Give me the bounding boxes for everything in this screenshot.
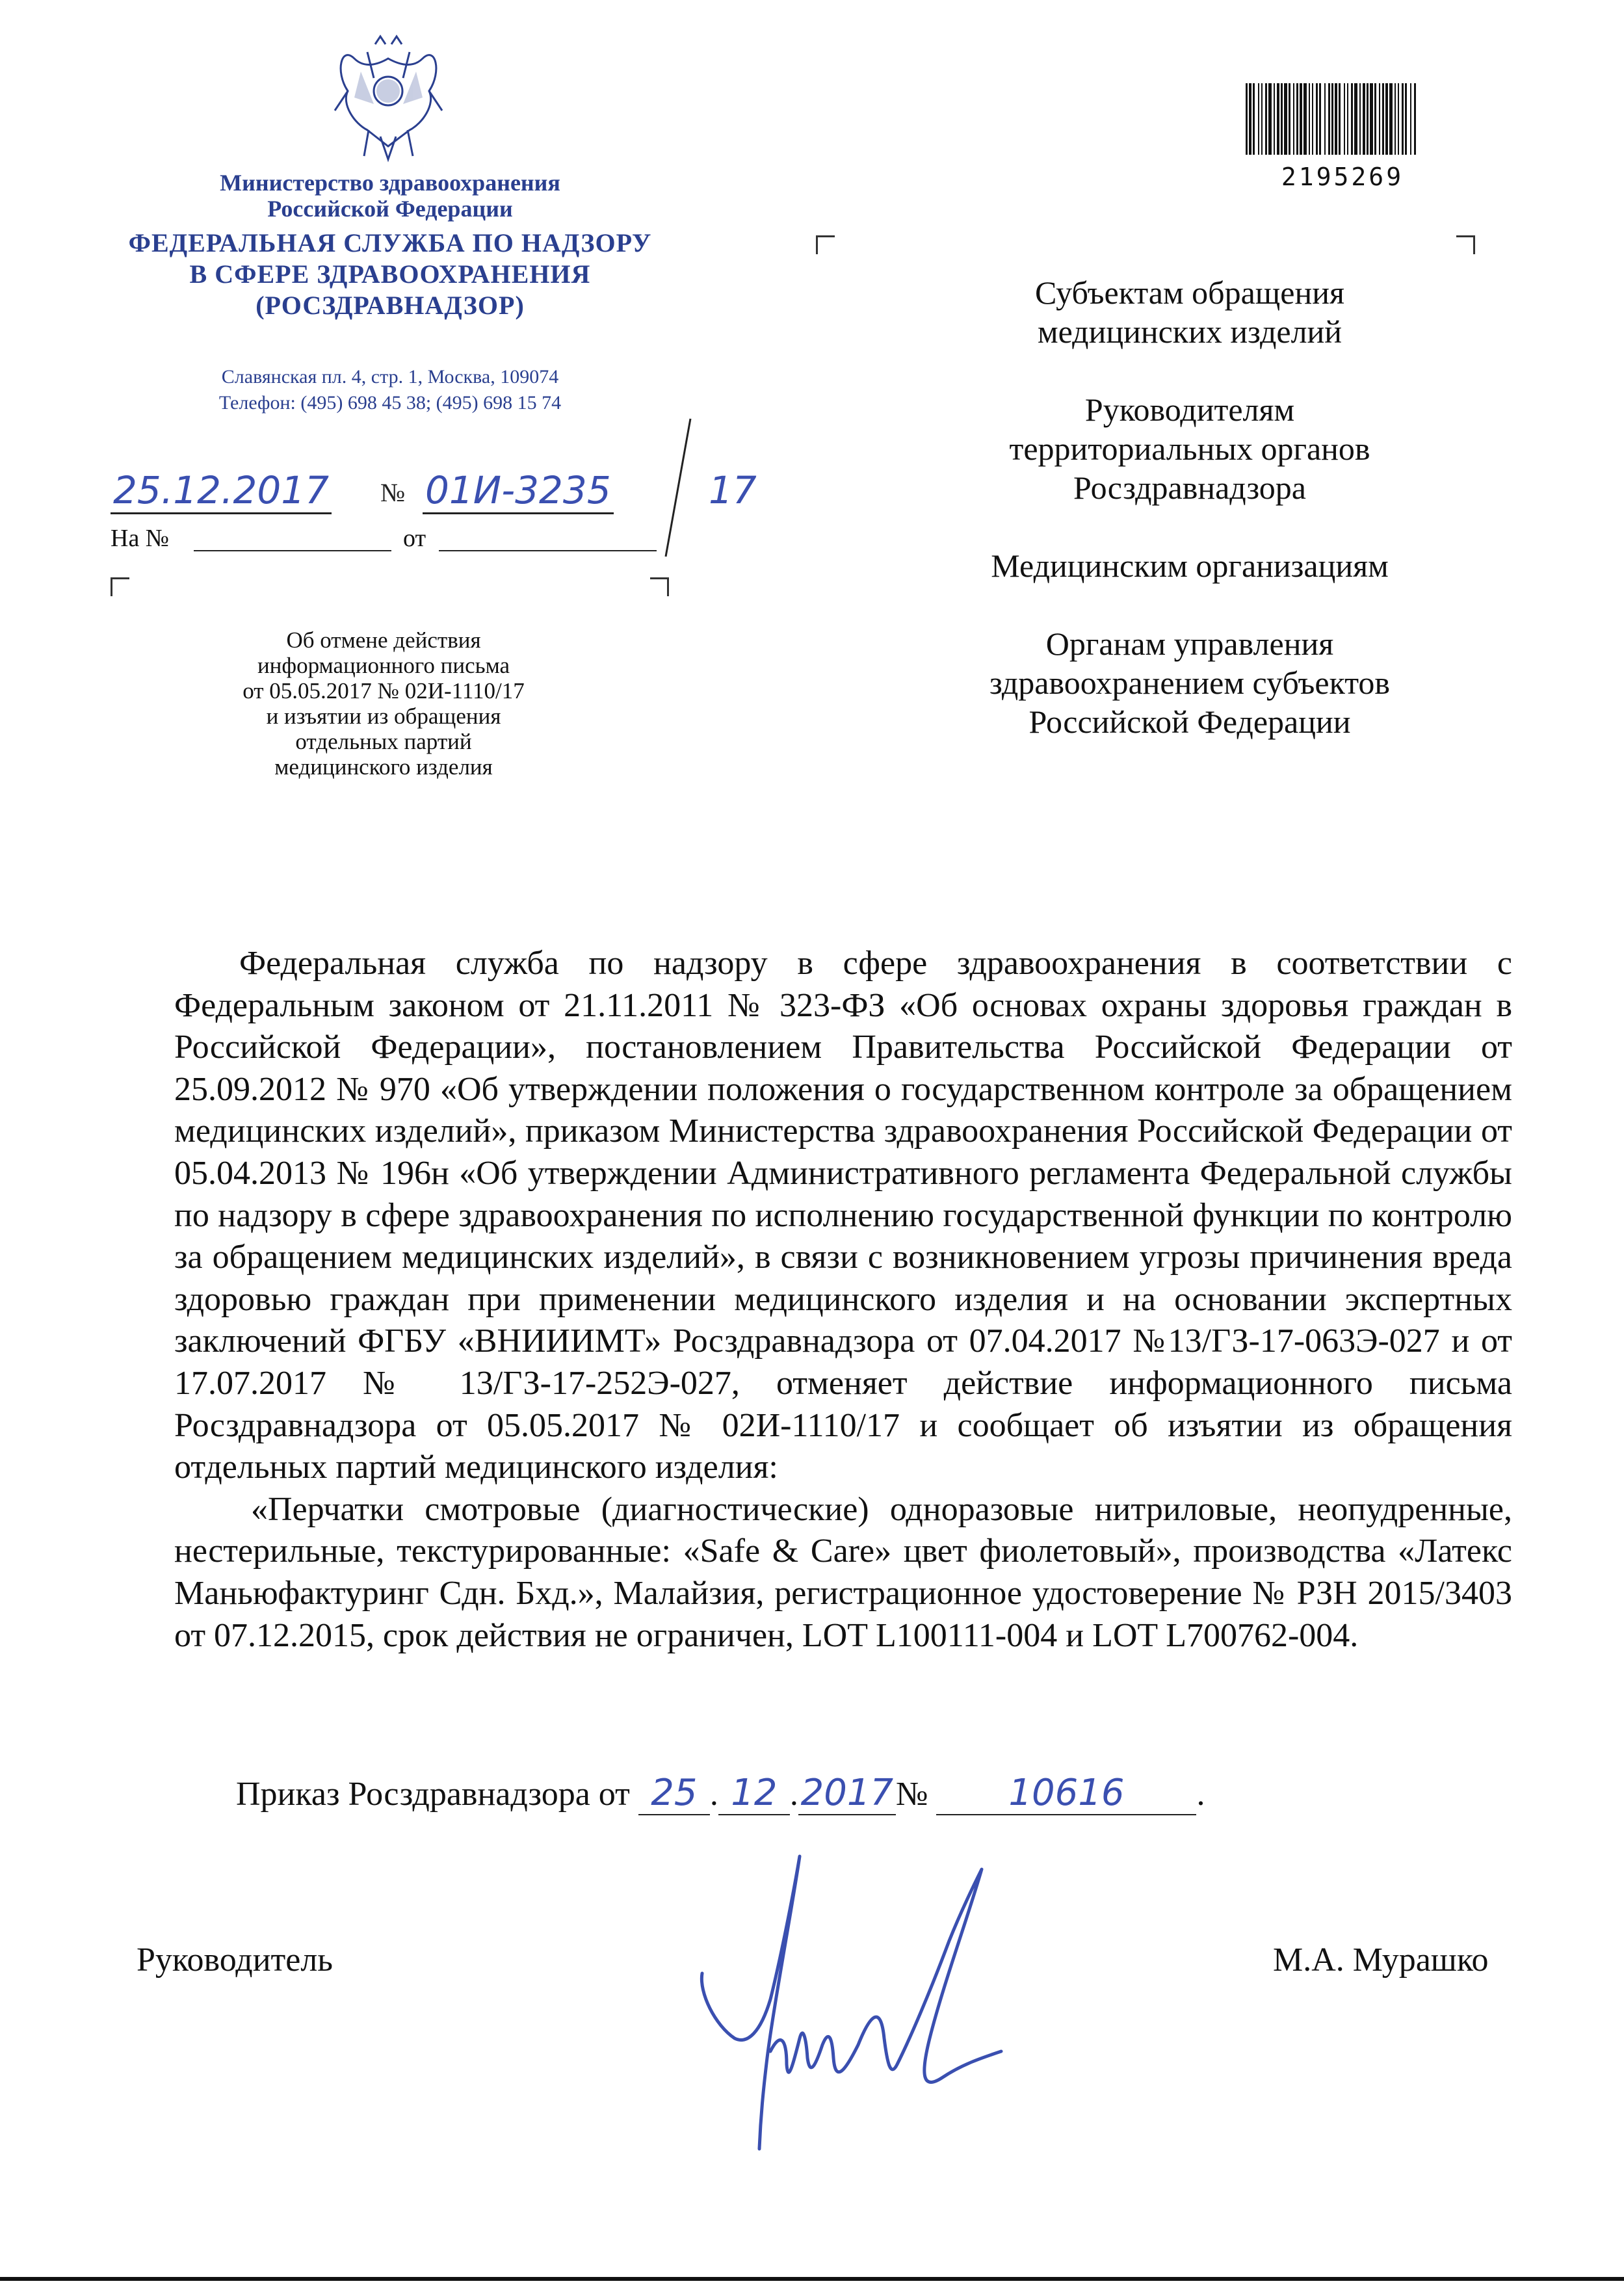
registration-suffix: 17 xyxy=(709,468,757,512)
recipient-line: медицинских изделий xyxy=(1037,313,1342,350)
recipient-line: Субъектам обращения xyxy=(1035,274,1344,311)
recipient-line: Руководителям xyxy=(1084,391,1295,428)
barcode-bar xyxy=(1312,83,1313,155)
order-year: 2017 xyxy=(798,1772,896,1815)
barcode-bar xyxy=(1335,83,1337,155)
reference-number-line xyxy=(194,550,391,551)
barcode-bar xyxy=(1339,83,1341,155)
barcode-bar xyxy=(1324,83,1326,155)
order-label: Приказ Росздравнадзора от xyxy=(236,1776,630,1813)
recipient-line: территориальных органов xyxy=(1009,430,1370,467)
reference-row xyxy=(111,524,683,557)
barcode-bar xyxy=(1410,83,1411,155)
barcode-bar xyxy=(1328,83,1330,155)
letter-body xyxy=(174,943,1512,1657)
service-name-line-2: В СФЕРЕ ЗДРАВООХРАНЕНИЯ xyxy=(189,259,591,289)
body-paragraph-1: Федеральная служба по надзору в сфере здравоохранения в соответствии с Федеральным законом от 21.11.2011 № 323-ФЗ «Об основах охраны здоровья граждан в Российской Федерации», постановлением Правительства Российской Федерации от 25.09.2012 № 970 «Об утверждении положения о государственном контроле за обращением медицинских изделий», приказом Министерства здравоохранения Российской Федерации от 05.04.2013 № 196н «Об утверждении Административного регламента Федеральной службы по надзору в сфере здравоохранения по исполнению государственной функции по контролю за обращением медицинских изделий», в связи с возникновением угрозы причинения вреда здоровью граждан при применении медицинского изделия и на основании экспертных заключений ФГБУ «ВНИИИМТ» Росздравнадзора от 07.04.2017 №13/ГЗ-17-063Э-027 и от 17.07.2017 № 13/ГЗ-17-252Э-027, отменяет действие информационного письма Росздравнадзора от 05.05.2017 № 02И-1110/17 и сообщает об изъятии из обращения отдельных партий медицинского изделия: xyxy=(174,945,1512,1486)
barcode-bar xyxy=(1382,83,1384,155)
subject-bracket-top-right xyxy=(650,577,669,596)
barcode-bar xyxy=(1293,83,1294,155)
barcode-bar xyxy=(1354,83,1357,155)
subject-line: от 05.05.2017 № 02И-1110/17 xyxy=(242,678,525,703)
barcode-bar xyxy=(1246,83,1248,155)
service-name-line-3: (РОСЗДРАВНАДЗОР) xyxy=(255,291,525,320)
barcode-bar xyxy=(1300,83,1302,155)
barcode-bar xyxy=(1258,83,1259,155)
order-month: 12 xyxy=(718,1772,790,1815)
barcode-bar xyxy=(1253,83,1255,155)
order-number-sign: № xyxy=(895,1776,928,1813)
barcode xyxy=(1242,83,1443,155)
recipient-group xyxy=(897,390,1482,507)
barcode-bar xyxy=(1359,83,1361,155)
barcode-bar xyxy=(1405,83,1407,155)
address: Славянская пл. 4, стр. 1, Москва, 109074 xyxy=(221,366,559,388)
ministry-name-line-2: Российской Федерации xyxy=(267,196,513,222)
barcode-bar xyxy=(1281,83,1283,155)
recipient-group xyxy=(897,546,1482,585)
barcode-bar xyxy=(1385,83,1388,155)
barcode-bar xyxy=(1303,83,1307,155)
barcode-bar xyxy=(1261,83,1263,155)
barcode-bar xyxy=(1309,83,1310,155)
subject-line: и изъятии из обращения xyxy=(266,703,501,729)
subject-line: Об отмене действия xyxy=(286,627,481,653)
subject-bracket-top-left xyxy=(111,577,129,596)
phone: Телефон: (495) 698 45 38; (495) 698 15 74 xyxy=(218,392,562,414)
order-day: 25 xyxy=(638,1772,710,1815)
subject-line: отдельных партий xyxy=(295,729,472,754)
barcode-bar xyxy=(1370,83,1373,155)
barcode-bar xyxy=(1351,83,1353,155)
signatory-position: Руководитель xyxy=(137,1941,333,1979)
order-end: . xyxy=(1196,1776,1205,1813)
barcode-bar xyxy=(1402,83,1404,155)
registration-number: 01И-3235 xyxy=(423,468,614,514)
barcode-bar xyxy=(1277,83,1279,155)
recipients xyxy=(897,273,1482,780)
barcode-bar xyxy=(1319,83,1321,155)
recipient-group xyxy=(897,273,1482,351)
recipient-line: Российской Федерации xyxy=(1028,703,1351,740)
barcode-bar xyxy=(1268,83,1272,155)
reference-date-line xyxy=(439,550,657,551)
reference-label: На № xyxy=(111,525,170,552)
barcode-bar xyxy=(1289,83,1290,155)
subject-line: медицинского изделия xyxy=(274,754,493,780)
signatory-name: М.А. Мурашко xyxy=(1273,1941,1489,1979)
recipient-bracket-top-left xyxy=(816,235,835,254)
barcode-bar xyxy=(1265,83,1267,155)
body-paragraph-2: «Перчатки смотровые (диагностические) одноразовые нитриловые, неопудренные, нестерильные, текстурированные: «Safe & Care» цвет фиолетовый», производства «Латекс Маньюфактуринг Сдн. Бхд.», Малайзия, регистрационное удостоверение № РЗН 2015/3403 от 07.12.2015, срок действия не ограничен, LOT L100111-004 и LOT L700762-004. xyxy=(174,1490,1512,1654)
ministry-name-line-1: Министерство здравоохранения xyxy=(220,170,560,196)
recipient-group xyxy=(897,624,1482,741)
recipient-line: Органам управления xyxy=(1045,625,1334,662)
registration-number-sign: № xyxy=(380,478,406,507)
barcode-number: 2195269 xyxy=(1281,163,1404,191)
service-name-line-1: ФЕДЕРАЛЬНАЯ СЛУЖБА ПО НАДЗОРУ xyxy=(128,228,652,257)
barcode-bar xyxy=(1395,83,1396,155)
barcode-bar xyxy=(1331,83,1333,155)
order-line: Приказ Росздравнадзора от 25 . 12 .2017№ 10616 . xyxy=(236,1772,1205,1814)
barcode-bar xyxy=(1379,83,1380,155)
recipient-line: здравоохранением субъектов xyxy=(989,664,1391,701)
barcode-bar xyxy=(1374,83,1376,155)
barcode-bar xyxy=(1363,83,1365,155)
barcode-bar xyxy=(1389,83,1393,155)
order-number: 10616 xyxy=(936,1772,1196,1815)
barcode-bar xyxy=(1347,83,1348,155)
barcode-bar xyxy=(1249,83,1251,155)
barcode-bar xyxy=(1414,83,1416,155)
barcode-bar xyxy=(1398,83,1399,155)
bottom-edge-rule xyxy=(0,2277,1624,2281)
handwritten-signature xyxy=(696,1843,1034,2162)
subject-line: информационного письма xyxy=(257,653,510,678)
recipient-bracket-top-right xyxy=(1456,235,1475,254)
barcode-bar xyxy=(1344,83,1345,155)
recipient-line: Медицинским организациям xyxy=(991,547,1389,584)
barcode-bar xyxy=(1284,83,1287,155)
registration-date: 25.12.2017 xyxy=(111,468,332,514)
barcode-bar xyxy=(1274,83,1275,155)
recipient-line: Росздравнадзора xyxy=(1073,469,1306,506)
coat-of-arms-icon xyxy=(328,33,449,163)
subject xyxy=(182,627,585,780)
barcode-bar xyxy=(1367,83,1369,155)
barcode-bar xyxy=(1316,83,1318,155)
barcode-bar xyxy=(1296,83,1298,155)
reference-from-label: от xyxy=(403,525,426,552)
